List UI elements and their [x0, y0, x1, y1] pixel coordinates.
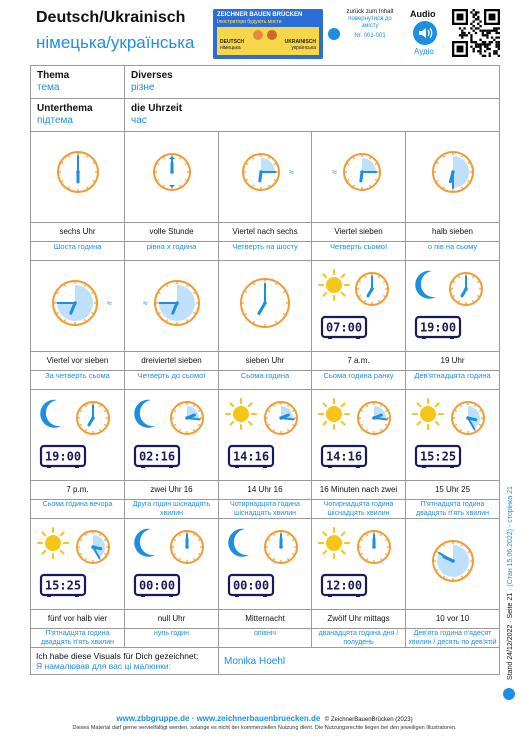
clock-icon	[243, 154, 279, 190]
digital-clock-icon	[322, 446, 366, 467]
phrase-de: 19 Uhr	[406, 352, 500, 371]
clock-icon	[53, 281, 97, 325]
clock-icon	[154, 154, 190, 190]
phrase-uk: П'ятнадцята година двадцять п'ять хвилин	[406, 500, 500, 519]
moon-icon	[228, 529, 249, 557]
phrase-uk: Чотирнадцята година шіснадцять хвилин	[312, 500, 406, 519]
phrase-uk: Четверть сьомої	[312, 242, 406, 261]
digital-time: 15:25	[44, 578, 82, 593]
page-title-de: Deutsch/Ukrainisch	[36, 9, 186, 26]
moon-icon	[415, 271, 436, 299]
clock-icon	[265, 402, 297, 434]
phrase-de: 7 p.m.	[31, 481, 125, 500]
footer-notice: Dieses Material darf gerne vervielfältigt werden, solange es nicht der kommerziellen Nutzung dient. Die Nutzungsrechte liegen bei den jeweiligen Illustratoren.	[72, 725, 457, 731]
topic-label-cell: Thema тема	[31, 66, 125, 99]
clock-icon	[344, 154, 380, 190]
zbb-logo: ZEICHNER BAUEN BRÜCKEN Ілюстратори будують мости DEUTSCH німецька UKRAINISCH українська	[213, 9, 323, 59]
phrase-de: dreiviertel sieben	[125, 352, 219, 371]
clock-icon	[171, 531, 203, 563]
clock-icon	[433, 541, 473, 581]
phrase-uk: Сьома година	[219, 371, 312, 390]
minute-hand	[374, 418, 387, 419]
phrase-de: 10 vor 10	[406, 610, 500, 629]
phrase-uk: дванадцята година дня / полудень	[312, 629, 406, 648]
digital-clock-icon	[135, 575, 179, 596]
sun-icon	[226, 399, 256, 429]
phrase-uk: Четверть на шосту	[219, 242, 312, 261]
clock-illustration	[312, 519, 406, 610]
clock-illustration	[125, 390, 219, 481]
phrase-de: zwei Uhr 16	[125, 481, 219, 500]
clock-icon	[450, 273, 482, 305]
clock-icon	[58, 152, 98, 192]
clock-illustration	[406, 390, 500, 481]
phrase-uk: Чотирнадцята година шіснадцять хвилин	[219, 500, 312, 519]
phrase-de: Viertel nach sechs	[219, 223, 312, 242]
clock-illustration	[31, 261, 125, 352]
moon-icon	[40, 400, 61, 428]
clock-illustration	[312, 390, 406, 481]
phrase-de: Viertel vor sieben	[31, 352, 125, 371]
signature-label-cell: Ich habe diese Visuals für Dich gezeichnet: Я намалював для вас ці малюнки:	[31, 648, 219, 675]
digital-time: 19:00	[419, 320, 457, 335]
digital-clock-icon	[41, 446, 85, 467]
digital-time: 00:00	[138, 578, 176, 593]
signature-name-cell	[219, 648, 500, 675]
phrase-uk: Сьома година ранку	[312, 371, 406, 390]
digital-time: 12:00	[325, 578, 363, 593]
audio-label: Audio	[410, 9, 436, 19]
clock-icon	[452, 402, 484, 434]
audio-play-button[interactable]	[413, 21, 437, 45]
digital-clock-icon	[41, 575, 85, 596]
digital-clock-icon	[322, 317, 366, 338]
sun-icon	[319, 270, 349, 300]
phrase-uk: рівна х година	[125, 242, 219, 261]
phrase-de: null Uhr	[125, 610, 219, 629]
vocabulary-table	[30, 65, 500, 675]
digital-time: 14:16	[232, 449, 270, 464]
phrase-uk: опівніч	[219, 629, 312, 648]
equals-icon: ≈	[107, 298, 112, 308]
phrase-uk: Дев'ятнадцята година	[406, 371, 500, 390]
subtopic-label-cell: Unterthema підтема	[31, 99, 125, 132]
moon-icon	[134, 400, 155, 428]
clock-icon	[77, 402, 109, 434]
phrase-uk: о пів на сьому	[406, 242, 500, 261]
phrase-uk: Четверть до сьомої	[125, 371, 219, 390]
clock-icon	[356, 273, 388, 305]
digital-clock-icon	[229, 575, 273, 596]
phrase-de: volle Stunde	[125, 223, 219, 242]
page-stamp: Stand 24/12/2022 · Seite 21 · (Стан 15.06.2022) - сторінка 21	[507, 486, 514, 680]
clock-illustration	[219, 261, 312, 352]
clock-icon	[155, 281, 199, 325]
clock-icon	[265, 531, 297, 563]
topic-value-cell: Diverses різне	[125, 66, 500, 99]
sun-icon	[319, 528, 349, 558]
clock-illustration	[219, 132, 312, 223]
speaker-icon	[413, 21, 437, 45]
phrase-de: Viertel sieben	[312, 223, 406, 242]
clock-illustration	[125, 132, 219, 223]
qr-code-icon[interactable]	[452, 9, 500, 57]
digital-clock-icon	[322, 575, 366, 596]
digital-time: 00:00	[232, 578, 270, 593]
digital-time: 07:00	[325, 320, 363, 335]
clock-illustration	[406, 132, 500, 223]
page-stamp-dot	[503, 688, 515, 700]
phrase-de: Zwölf Uhr mittags	[312, 610, 406, 629]
phrase-uk: Сьома година вечора	[31, 500, 125, 519]
audio-label-uk: Аудіо	[414, 47, 434, 56]
equals-icon: ≈	[289, 167, 294, 177]
phrase-uk: П'ятнадцята година двадцять п'ять хвилин	[31, 629, 125, 648]
clock-icon	[358, 402, 390, 434]
phrase-de: sieben Uhr	[219, 352, 312, 371]
clock-illustration	[31, 519, 125, 610]
sun-icon	[413, 399, 443, 429]
phrase-de: 15 Uhr 25	[406, 481, 500, 500]
phrase-de: 7 a.m.	[312, 352, 406, 371]
digital-clock-icon	[416, 446, 460, 467]
phrase-uk: Дев'ята година п'ядесят хвилин / десять по дев'ятій	[406, 629, 500, 648]
footer-links[interactable]: www.zbbgruppe.de · www.zeichnerbauenbruecken.de © ZeichnerBauenBrücken (2023)	[116, 714, 413, 723]
digital-time: 15:25	[419, 449, 457, 464]
clock-icon	[77, 531, 109, 563]
digital-time: 14:16	[325, 449, 363, 464]
digital-clock-icon	[416, 317, 460, 338]
clock-illustration	[31, 390, 125, 481]
phrase-de: 16 Minuten nach zwei	[312, 481, 406, 500]
clock-illustration	[125, 261, 219, 352]
sun-icon	[38, 528, 68, 558]
phrase-de: fünf vor halb vier	[31, 610, 125, 629]
clock-illustration	[219, 390, 312, 481]
phrase-de: Mitternacht	[219, 610, 312, 629]
phrase-uk: Друга годин шіснадцять хвилин	[125, 500, 219, 519]
clock-illustration	[406, 519, 500, 610]
phrase-de: 14 Uhr 16	[219, 481, 312, 500]
back-to-contents-button[interactable]	[328, 28, 340, 40]
phrase-de: sechs Uhr	[31, 223, 125, 242]
back-to-contents-link[interactable]: zurück zum Inhalt повернутися до змісту Nr. 001-001	[346, 9, 394, 39]
clock-illustration	[312, 132, 406, 223]
clock-icon	[433, 152, 473, 192]
subtopic-value-cell: die Uhrzeit час	[125, 99, 500, 132]
page-title-uk: німецька/українська	[36, 33, 195, 52]
clock-illustration	[125, 519, 219, 610]
clock-icon	[358, 531, 390, 563]
clock-icon	[171, 402, 203, 434]
phrase-uk: За четверть сьома	[31, 371, 125, 390]
illustrator-name: Monika Hoehl	[224, 655, 286, 667]
sun-icon	[319, 399, 349, 429]
phrase-uk: Шоста година	[31, 242, 125, 261]
equals-icon: ≈	[143, 298, 148, 308]
digital-clock-icon	[229, 446, 273, 467]
clock-illustration	[406, 261, 500, 352]
digital-clock-icon	[135, 446, 179, 467]
minute-hand	[281, 418, 294, 419]
clock-icon	[241, 279, 289, 327]
phrase-uk: нуль годин	[125, 629, 219, 648]
digital-time: 19:00	[44, 449, 82, 464]
minute-hand	[187, 418, 200, 419]
phrase-de: halb sieben	[406, 223, 500, 242]
digital-time: 02:16	[138, 449, 176, 464]
clock-illustration	[31, 132, 125, 223]
clock-illustration	[219, 519, 312, 610]
clock-illustration	[312, 261, 406, 352]
equals-icon: ≈	[332, 167, 337, 177]
moon-icon	[134, 529, 155, 557]
